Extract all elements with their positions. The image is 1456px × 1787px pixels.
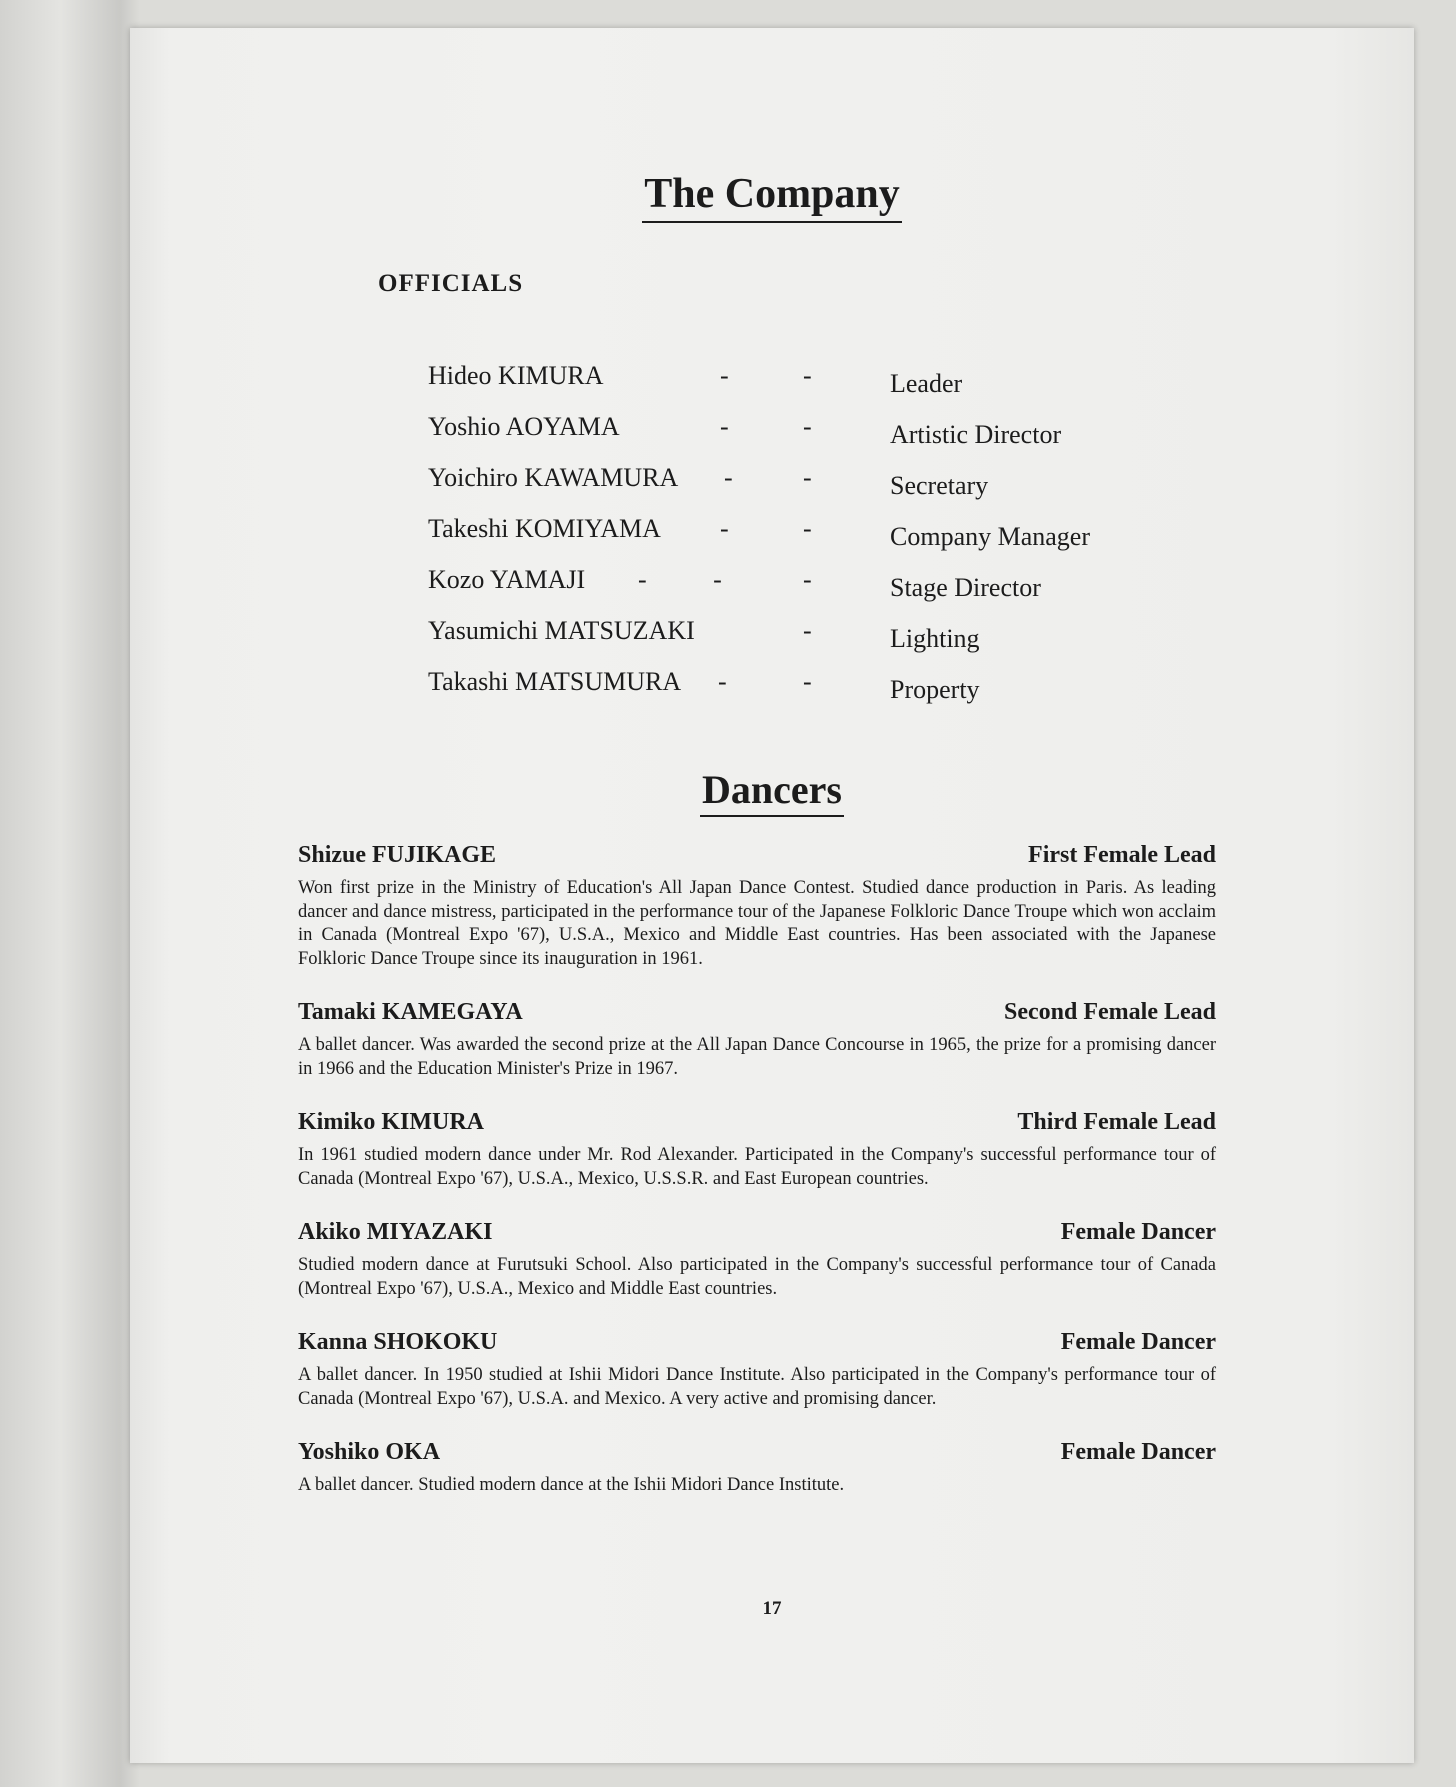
dancer-role: Third Female Lead bbox=[1017, 1109, 1216, 1135]
official-role: Company Manager bbox=[890, 522, 1091, 551]
dancer-bio: A ballet dancer. Studied modern dance at the Ishii Midori Dance Institute. bbox=[298, 1475, 845, 1495]
page-number: 17 bbox=[762, 1598, 782, 1619]
official-name: Kozo YAMAJI bbox=[428, 565, 586, 594]
official-row bbox=[428, 361, 1148, 412]
official-role: Artistic Director bbox=[890, 420, 1062, 449]
dancer-role: Second Female Lead bbox=[1004, 999, 1216, 1025]
official-dash: - bbox=[803, 361, 812, 390]
officials-heading: OFFICIALS bbox=[378, 270, 524, 297]
officials-list bbox=[428, 361, 1148, 718]
dancer-entry bbox=[298, 1329, 1216, 1411]
dancer-header bbox=[298, 1219, 1216, 1246]
dancer-bio: A ballet dancer. Was awarded the second prize at the All Japan Dance Concourse in 1965, the prize for a promising dancer in 1966 and the Education Minister's Prize in 1967. bbox=[298, 1035, 1216, 1079]
dancer-name: Kimiko KIMURA bbox=[298, 1109, 484, 1135]
dancer-role: Female Dancer bbox=[1060, 1219, 1216, 1245]
dancer-entry bbox=[298, 842, 1216, 971]
official-row bbox=[428, 616, 1148, 667]
official-name: Yoichiro KAWAMURA bbox=[428, 463, 679, 492]
dancer-name: Tamaki KAMEGAYA bbox=[298, 999, 523, 1025]
page-title bbox=[130, 170, 1414, 218]
dancers-list bbox=[298, 842, 1216, 1526]
official-name: Takashi MATSUMURA bbox=[428, 667, 682, 696]
dancer-name: Kanna SHOKOKU bbox=[298, 1329, 498, 1355]
dancer-entry bbox=[298, 1219, 1216, 1301]
official-row bbox=[428, 565, 1148, 616]
dancers-heading-text: Dancers bbox=[700, 767, 844, 817]
official-dash: - bbox=[720, 361, 729, 390]
official-role: Lighting bbox=[890, 624, 980, 653]
dancer-name: Akiko MIYAZAKI bbox=[298, 1219, 493, 1245]
dancer-bio: Studied modern dance at Furutsuki School. Also participated in the Company's successful performance tour of Canada (Montreal Expo '67), U.S.A., Mexico and Middle East countries. bbox=[298, 1255, 1216, 1299]
book-page bbox=[130, 28, 1414, 1763]
dancer-entry bbox=[298, 1109, 1216, 1191]
dancer-header bbox=[298, 999, 1216, 1026]
official-dash: - bbox=[803, 616, 812, 645]
dancer-role: Female Dancer bbox=[1060, 1329, 1216, 1355]
official-role: Property bbox=[890, 675, 980, 704]
dancer-header bbox=[298, 1439, 1216, 1466]
official-name: Yasumichi MATSUZAKI bbox=[428, 616, 695, 645]
dancer-bio: A ballet dancer. In 1950 studied at Ishii Midori Dance Institute. Also participated in the Company's performance tour of Canada (Montreal Expo '67), U.S.A. and Mexico. A very active and promising dancer. bbox=[298, 1365, 1216, 1409]
dancer-bio: In 1961 studied modern dance under Mr. Rod Alexander. Participated in the Company's successful performance tour of Canada (Montreal Expo '67), U.S.A., Mexico, U.S.S.R. and East European countries. bbox=[298, 1145, 1216, 1189]
official-dash: - bbox=[718, 667, 727, 696]
dancer-role: First Female Lead bbox=[1028, 842, 1216, 868]
official-dash: - bbox=[720, 412, 729, 441]
official-name: Hideo KIMURA bbox=[428, 361, 604, 390]
page-title-text: The Company bbox=[642, 171, 902, 223]
official-dash: - bbox=[724, 463, 733, 492]
official-role: Secretary bbox=[890, 471, 989, 500]
official-role: Stage Director bbox=[890, 573, 1041, 602]
dancer-header bbox=[298, 1329, 1216, 1356]
official-dash: - bbox=[803, 667, 812, 696]
official-dash: - bbox=[720, 514, 729, 543]
dancer-name: Yoshiko OKA bbox=[298, 1439, 441, 1465]
official-dash: - bbox=[803, 514, 812, 543]
dancers-heading bbox=[130, 766, 1414, 813]
dancer-header bbox=[298, 1109, 1216, 1136]
dancer-entry bbox=[298, 999, 1216, 1081]
official-row bbox=[428, 412, 1148, 463]
dancer-bio: Won first prize in the Ministry of Education's All Japan Dance Contest. Studied dance production in Paris. As leading dancer and dance mistress, participated in the performance tour of the Japanese Folkloric Dance Troupe which won acclaim in Canada (Montreal Expo '67), U.S.A., Mexico and Middle East countries. Has been associated with the Japanese Folkloric Dance Troupe since its inauguration in 1961. bbox=[298, 878, 1216, 969]
dancer-name: Shizue FUJIKAGE bbox=[298, 842, 497, 868]
official-name: Takeshi KOMIYAMA bbox=[428, 514, 661, 543]
official-row bbox=[428, 514, 1148, 565]
official-role: Leader bbox=[890, 369, 963, 398]
official-dash: - bbox=[803, 565, 812, 594]
official-dash: - bbox=[803, 412, 812, 441]
official-row bbox=[428, 667, 1148, 718]
dancer-entry bbox=[298, 1439, 1216, 1498]
dancer-role: Female Dancer bbox=[1060, 1439, 1216, 1465]
official-dash: - - bbox=[638, 565, 722, 594]
official-dash: - bbox=[803, 463, 812, 492]
official-name: Yoshio AOYAMA bbox=[428, 412, 620, 441]
dancer-header bbox=[298, 842, 1216, 869]
official-row bbox=[428, 463, 1148, 514]
